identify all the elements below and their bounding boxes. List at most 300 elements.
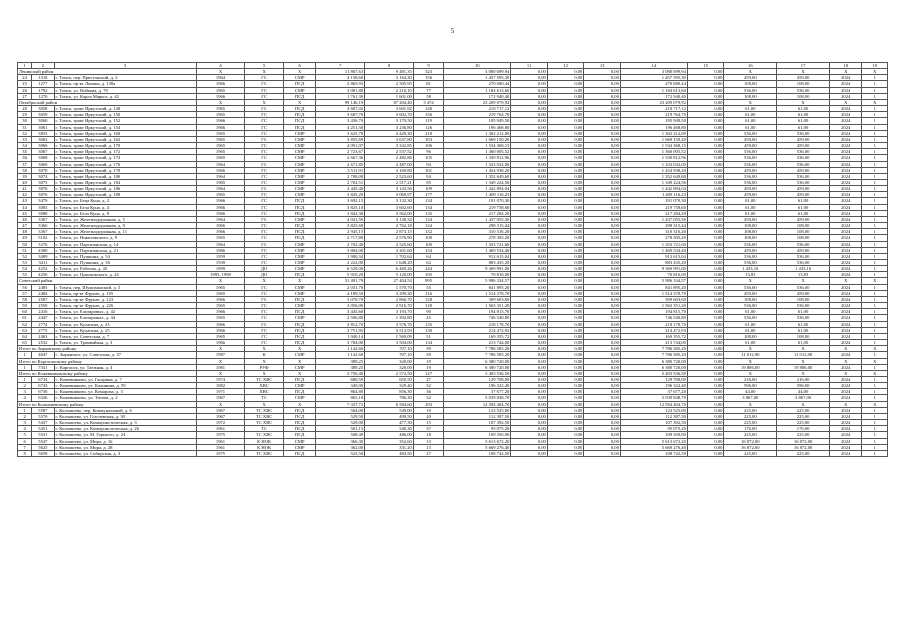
table-cell: 2024 [829, 87, 861, 93]
table-cell: 32 [413, 383, 443, 389]
table-cell: 213 744,00 [620, 340, 687, 346]
table-cell: 61,00 [724, 198, 777, 204]
table-cell: 0,00 [687, 229, 724, 235]
table-cell: 1 [862, 303, 888, 309]
table-cell: 1965 [196, 136, 245, 142]
section-name: Итого по Кожевниковскому району [18, 370, 197, 376]
table-cell: 81 [413, 81, 443, 87]
table-cell: 1 [862, 241, 888, 247]
table-cell: 154 [413, 247, 443, 253]
table-cell: 5570 [32, 413, 54, 419]
table-cell: 1 [862, 284, 888, 290]
table-cell: 1 392,80 [365, 315, 414, 321]
address-cell: г. Томск, тракт Иркутский, д. 152 [54, 118, 196, 124]
table-cell: 1 [862, 229, 888, 235]
table-cell: 0,00 [584, 346, 621, 352]
address-cell: г. Томск, тракт Иркутский, д. 172 [54, 149, 196, 155]
table-cell: 3 511,91 [316, 167, 365, 173]
table-cell: 5437 [32, 420, 54, 426]
table-cell: 309 603,60 [620, 296, 687, 302]
table-cell: X [245, 99, 284, 105]
table-cell: 0,00 [511, 413, 548, 419]
table-cell: 459,00 [724, 167, 777, 173]
table-cell: 0,00 [511, 340, 548, 346]
table-cell: 0,00 [584, 290, 621, 296]
table-cell: 194 815,70 [620, 309, 687, 315]
table-cell: 0,00 [687, 296, 724, 302]
table-cell: 3 179,50 [365, 118, 414, 124]
table-cell: X [245, 358, 284, 364]
table-cell: 1 469 534,40 [620, 247, 687, 253]
table-cell: 0,00 [687, 309, 724, 315]
table-cell: 1 [862, 124, 888, 130]
table-cell: 3068 [32, 155, 54, 161]
table-cell: 536,00 [777, 260, 830, 266]
section-name: Октябрьский район [18, 99, 197, 105]
address-cell: г. Томск, ул. Советская, д. 7 [54, 333, 196, 339]
table-cell: 3 784,00 [316, 340, 365, 346]
table-cell: 108,00 [777, 333, 830, 339]
table-cell: 0,00 [547, 198, 584, 204]
table-cell: 0,00 [511, 75, 548, 81]
table-cell: 0,00 [687, 284, 724, 290]
table-cell: X [862, 278, 888, 284]
address-cell: г. Томск, ул. Железнодорожная, д. 11 [54, 229, 196, 235]
table-cell: X [196, 401, 245, 407]
table-cell: 0,00 [584, 186, 621, 192]
table-cell: ПСД [283, 333, 315, 339]
table-cell: ГС [245, 327, 284, 333]
table-cell: 0,00 [584, 87, 621, 93]
table-cell: 1 [862, 450, 888, 456]
table-cell: 1967 [196, 413, 245, 419]
table-cell: 11 012,00 [777, 352, 830, 358]
table-cell: 1965 [196, 315, 245, 321]
table-cell: 0,00 [547, 235, 584, 241]
table-cell: 1 349 224,56 [444, 179, 511, 185]
table-cell: 61,00 [724, 210, 777, 216]
table-cell: ПСД [283, 229, 315, 235]
table-cell: 0,00 [584, 327, 621, 333]
table-cell: 0,00 [687, 260, 724, 266]
table-cell: 1966 [196, 309, 245, 315]
table-cell: СМР [283, 284, 315, 290]
table-cell: 2 671,85 [316, 161, 365, 167]
table-cell: 2024 [829, 432, 861, 438]
table-cell: 2024 [829, 112, 861, 118]
address-cell: г. Томск, пер. Шумихинский, д. 5 [54, 284, 196, 290]
address-cell: г. Колпашево, ул. Коммунистическая, д. 26 [54, 426, 196, 432]
table-cell: 2774 [32, 321, 54, 327]
table-cell: ПСД [283, 210, 315, 216]
table-cell: 0,00 [584, 370, 621, 376]
table-cell: 55 [413, 284, 443, 290]
table-cell: 19 [413, 364, 443, 370]
table-cell: 62 [413, 260, 443, 266]
table-cell: 2024 [829, 376, 861, 382]
table-cell: ГС [245, 143, 284, 149]
table-cell: 95 075,20 [444, 426, 511, 432]
table-cell: ГС [245, 309, 284, 315]
table-cell: 1999 [196, 266, 245, 272]
table-cell: 58 [413, 93, 443, 99]
table-cell: 120 [413, 303, 443, 309]
table-cell: ГС [245, 161, 284, 167]
header-cell: 9 [413, 63, 443, 69]
table-cell: ГС [245, 130, 284, 136]
table-cell: 3 513,93 [365, 327, 414, 333]
table-cell: 5587 [32, 407, 54, 413]
table-cell: 28 [18, 106, 32, 112]
table-cell: 177 [413, 192, 443, 198]
table-cell: 2024 [829, 155, 861, 161]
table-cell: 196 322,40 [620, 383, 687, 389]
table-cell: 2 873,15 [365, 229, 414, 235]
table-cell: 191 070,30 [620, 198, 687, 204]
table-cell: 1 [862, 340, 888, 346]
table-cell: 2 537,52 [365, 149, 414, 155]
table-cell: 108,00 [777, 93, 830, 99]
table-cell: 214 472,93 [444, 327, 511, 333]
table-cell: 90 [413, 309, 443, 315]
table-cell: 0,00 [687, 376, 724, 382]
table-cell: 1 142,60 [316, 346, 365, 352]
table-cell: X [283, 99, 315, 105]
table-cell: 536,00 [777, 284, 830, 290]
table-cell: 841 895,20 [620, 284, 687, 290]
table-cell: 0,00 [584, 352, 621, 358]
table-cell: 0,00 [511, 253, 548, 259]
table-cell: 191 070,30 [444, 198, 511, 204]
table-cell: 320,00 [365, 358, 414, 364]
table-cell: 1 [862, 444, 888, 450]
table-cell: 3 504,00 [365, 340, 414, 346]
table-cell: 7 337,73 [316, 401, 365, 407]
table-cell: 1965 [196, 87, 245, 93]
table-cell: 0,00 [584, 167, 621, 173]
table-cell: 30 [18, 118, 32, 124]
table-cell: 27 [413, 376, 443, 382]
address-cell: г. Томск, тракт Иркутский, д. 154 [54, 124, 196, 130]
table-cell: 0,00 [511, 352, 548, 358]
table-cell: 195 949,50 [620, 118, 687, 124]
table-cell: 1 [862, 383, 888, 389]
table-cell: 0,00 [547, 93, 584, 99]
table-cell: 2024 [829, 364, 861, 370]
table-cell: 216,00 [777, 376, 830, 382]
table-cell: 2 708,00 [316, 173, 365, 179]
table-cell: 61,00 [724, 106, 777, 112]
table-cell: 3 [18, 420, 32, 426]
table-cell: X [245, 278, 284, 284]
table-cell: ГС [245, 260, 284, 266]
table-cell: ХВС [245, 389, 284, 395]
table-cell: 1 [862, 438, 888, 444]
table-cell: 298 315,44 [620, 223, 687, 229]
table-cell: 1 514 378,70 [620, 290, 687, 296]
table-cell: 3367 [32, 229, 54, 235]
address-cell: г. Колпашево, ул. Гоголевская, д. 30 [54, 413, 196, 419]
table-cell: 5 403 536,50 [444, 370, 511, 376]
table-cell: 2024 [829, 383, 861, 389]
table-cell: 6 380 720,00 [620, 358, 687, 364]
table-cell: 61,00 [777, 204, 830, 210]
table-cell: 1 360 005,52 [620, 149, 687, 155]
table-cell: 27 404,54 [365, 278, 414, 284]
table-cell: 746 540,80 [620, 315, 687, 321]
table-cell: 1 534 368,15 [444, 143, 511, 149]
table-cell: 46 [18, 216, 32, 222]
table-cell: 1 [862, 118, 888, 124]
table-cell: ПСД [283, 124, 315, 130]
table-cell: 0,00 [687, 216, 724, 222]
table-cell: 1 302 212,00 [444, 130, 511, 136]
table-cell: 225,00 [777, 432, 830, 438]
table-cell: 0,00 [584, 438, 621, 444]
table-cell: 0,00 [511, 450, 548, 456]
table-cell: ГС [245, 216, 284, 222]
table-cell: 217 284,20 [444, 210, 511, 216]
table-cell: 1 [862, 266, 888, 272]
table-cell: 3409 [32, 253, 54, 259]
table-cell: 3075 [32, 179, 54, 185]
table-cell: ПСД [283, 272, 315, 278]
table-cell: 0,00 [687, 290, 724, 296]
table-cell: 536,00 [724, 315, 777, 321]
table-cell: 2024 [829, 130, 861, 136]
table-cell: 483,50 [365, 450, 414, 456]
table-cell: 3366 [32, 223, 54, 229]
table-cell: 0,00 [584, 204, 621, 210]
table-cell: 320,00 [365, 364, 414, 370]
table-cell: 0,00 [687, 204, 724, 210]
address-cell: г. Томск, пер. Пристанский, д. 2 [54, 75, 196, 81]
table-cell: 0,00 [547, 124, 584, 130]
table-cell: 1 [862, 333, 888, 339]
table-cell: 2024 [829, 395, 861, 401]
table-cell: 176,00 [777, 426, 830, 432]
table-cell: 3 804,00 [316, 247, 365, 253]
table-cell: 5 669 276,40 [444, 444, 511, 450]
table-cell: 1 [862, 136, 888, 142]
table-cell: 0,00 [511, 266, 548, 272]
header-cell: 4 [196, 63, 245, 69]
table-cell: 0,00 [511, 167, 548, 173]
table-cell: 2 572,50 [365, 370, 414, 376]
table-cell: 0,00 [547, 432, 584, 438]
table-cell: X [196, 69, 245, 75]
table-cell: 0,00 [584, 315, 621, 321]
table-cell: 1 669 150,20 [620, 136, 687, 142]
table-cell: 61,00 [777, 309, 830, 315]
table-cell: 1 [862, 389, 888, 395]
table-cell: X [283, 401, 315, 407]
table-cell: ГС [245, 112, 284, 118]
table-cell: 0,00 [687, 143, 724, 149]
table-cell: 2024 [829, 173, 861, 179]
table-cell: 536,00 [724, 179, 777, 185]
table-cell: 1 [862, 198, 888, 204]
table-cell: 77 [413, 87, 443, 93]
table-cell: 536,00 [724, 241, 777, 247]
table-cell: 108,00 [777, 81, 830, 87]
table-cell: 856,30 [365, 389, 414, 395]
table-cell: 0,00 [511, 173, 548, 179]
address-cell: г. Томск, ул. Рабочая, д. 45 [54, 266, 196, 272]
table-cell: 61,00 [724, 112, 777, 118]
table-cell: 1 [18, 364, 32, 370]
table-cell: 23 209 079,92 [444, 99, 511, 105]
table-cell: 680,50 [316, 376, 365, 382]
table-cell: 1 330 812,96 [620, 155, 687, 161]
table-cell: 108,00 [777, 296, 830, 302]
table-cell: 19 [413, 358, 443, 364]
table-cell: 0,00 [547, 247, 584, 253]
table-cell: 2024 [829, 247, 861, 253]
table-cell: 0,00 [511, 284, 548, 290]
table-cell: 0,00 [584, 173, 621, 179]
table-cell: 6743 [32, 383, 54, 389]
table-cell: 0,00 [547, 186, 584, 192]
table-cell: ГС [245, 198, 284, 204]
table-cell: 61,00 [777, 210, 830, 216]
table-cell: 0,00 [511, 149, 548, 155]
table-cell: 1 353 721,60 [620, 241, 687, 247]
table-cell: 865,10 [316, 395, 365, 401]
table-cell: 3074 [32, 173, 54, 179]
table-cell: 2024 [829, 204, 861, 210]
table-cell: 2024 [829, 352, 861, 358]
table-cell: 0,00 [511, 309, 548, 315]
table-cell: 0,00 [547, 395, 584, 401]
table-cell: 2 866,70 [365, 296, 414, 302]
table-cell: 0,00 [547, 241, 584, 247]
table-cell: 0,00 [584, 241, 621, 247]
table-cell: 219 717,12 [444, 106, 511, 112]
table-cell: 0,00 [584, 432, 621, 438]
table-cell: 3061 [32, 124, 54, 130]
table-cell: 2024 [829, 124, 861, 130]
table-cell: 108,00 [724, 296, 777, 302]
table-cell: СМР [283, 266, 315, 272]
table-cell: X [829, 99, 861, 105]
table-cell: 2 [18, 413, 32, 419]
table-cell: 1 [862, 179, 888, 185]
table-cell: 1965 [196, 112, 245, 118]
table-cell: 2024 [829, 333, 861, 339]
table-cell: 0,00 [511, 106, 548, 112]
table-cell: 61,00 [777, 124, 830, 130]
table-cell: 6 380 720,00 [620, 364, 687, 370]
table-cell: 4252 [32, 266, 54, 272]
table-cell: 0,00 [687, 401, 724, 407]
table-cell: 2024 [829, 179, 861, 185]
table-cell: X [862, 358, 888, 364]
table-cell: 2 222,00 [316, 260, 365, 266]
table-cell: 11 012,00 [724, 352, 777, 358]
page-number: 5 [450, 27, 455, 35]
table-cell: 5 [18, 432, 32, 438]
header-cell: 5 [245, 63, 284, 69]
table-cell: ПСД [283, 389, 315, 395]
table-cell: 3 070,70 [316, 296, 365, 302]
table-cell: 0,00 [687, 346, 724, 352]
table-cell: X [724, 370, 777, 376]
table-cell: 0,00 [687, 389, 724, 395]
table-cell: 0,00 [584, 124, 621, 130]
table-cell: 130 [413, 327, 443, 333]
table-cell: 0,00 [687, 272, 724, 278]
table-cell: 459,00 [777, 290, 830, 296]
table-cell: 1 761,30 [316, 93, 365, 99]
table-cell: 52 [18, 253, 32, 259]
table-cell: 2 702,51 [316, 179, 365, 185]
table-cell: 0,00 [511, 155, 548, 161]
table-cell: 219 758,60 [620, 204, 687, 210]
address-cell: г. Колпашево, ул. Коммунистическая, д. 3 [54, 420, 196, 426]
table-cell: 0,00 [547, 296, 584, 302]
table-cell: 2024 [829, 106, 861, 112]
table-cell: 995 [413, 278, 443, 284]
table-cell: 331,20 [365, 444, 414, 450]
table-cell: 217 284,20 [620, 210, 687, 216]
table-cell: 156 [413, 75, 443, 81]
table-cell: 0,00 [584, 253, 621, 259]
table-cell: 1964 [196, 216, 245, 222]
table-cell: 219 764,70 [620, 112, 687, 118]
address-cell: г. Томск, пр-кт Фрунзе, д. 105 [54, 290, 196, 296]
table-cell: 1 [18, 352, 32, 358]
table-cell: СМР [283, 352, 315, 358]
table-cell: 2 750,40 [316, 370, 365, 376]
table-cell: 0,00 [547, 112, 584, 118]
table-cell: 0,00 [547, 364, 584, 370]
table-cell: 3 867,00 [777, 395, 830, 401]
table-cell: 100 [413, 235, 443, 241]
table-cell: 0,00 [547, 450, 584, 456]
table-cell: 0,00 [547, 444, 584, 450]
table-cell: X [862, 69, 888, 75]
table-cell: 99 146,19 [316, 99, 365, 105]
table-cell: ПСД [283, 321, 315, 327]
table-cell: ПСД [283, 204, 315, 210]
table-cell: 44,00 [724, 389, 777, 395]
table-cell: 536,00 [777, 315, 830, 321]
table-cell: 3 [18, 389, 32, 395]
table-cell: 2024 [829, 260, 861, 266]
table-cell: 3 562,00 [365, 210, 414, 216]
table-cell: 459,00 [777, 186, 830, 192]
table-cell: 1 [862, 143, 888, 149]
table-cell: 25 [18, 81, 32, 87]
table-cell: 0,00 [511, 210, 548, 216]
table-cell: 3376 [32, 241, 54, 247]
table-cell: 36 [18, 155, 32, 161]
table-cell: 0,00 [687, 235, 724, 241]
table-cell: 0,00 [511, 370, 548, 376]
table-cell: X [829, 69, 861, 75]
table-cell: 1 [862, 173, 888, 179]
table-cell: 0,00 [687, 450, 724, 456]
table-cell: 536,00 [724, 173, 777, 179]
table-cell: 536,00 [724, 149, 777, 155]
table-cell: 1975 [196, 450, 245, 456]
table-cell: 0,00 [547, 204, 584, 210]
table-cell: 0,00 [511, 161, 548, 167]
table-cell: 3 201,60 [365, 247, 414, 253]
table-cell: 32 [413, 395, 443, 401]
table-cell: 0,00 [511, 432, 548, 438]
